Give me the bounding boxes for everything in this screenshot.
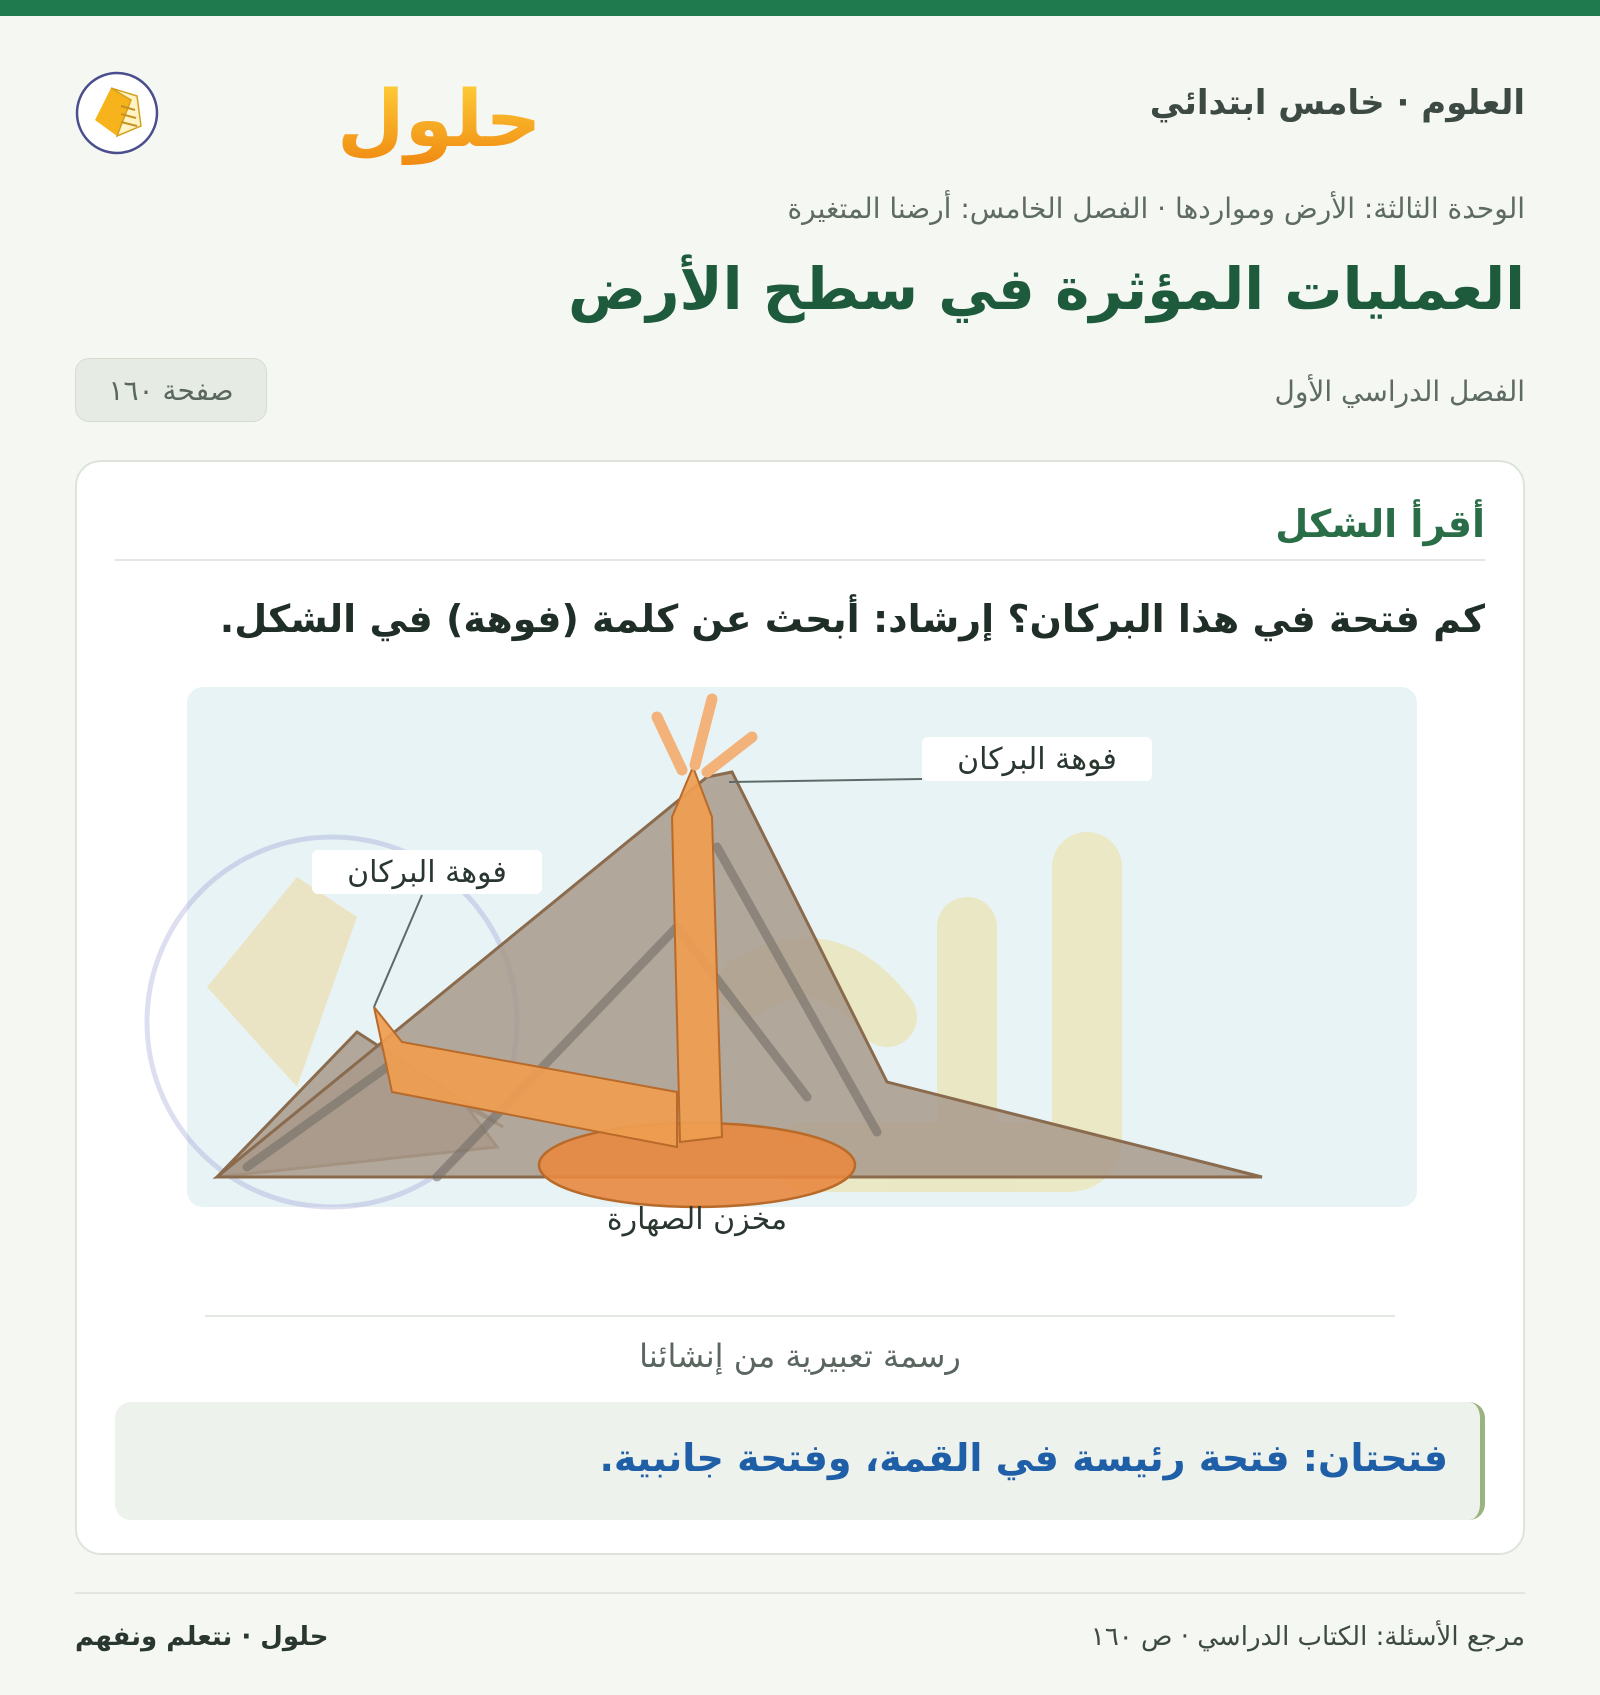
- label-side-vent: فوهة البركان: [347, 855, 507, 890]
- answer-text: فتحتان: فتحة رئيسة في القمة، وفتحة جانبية.: [599, 1436, 1448, 1480]
- page-number-badge: صفحة ١٦٠: [75, 358, 267, 422]
- term-label: الفصل الدراسي الأول: [1274, 375, 1525, 408]
- top-accent-bar: [0, 0, 1600, 16]
- subject-label: العلوم · خامس ابتدائي: [1149, 83, 1525, 123]
- volcano-diagram: [187, 687, 1417, 1247]
- label-magma-chamber: مخزن الصهارة: [606, 1202, 788, 1237]
- footer-brand: حلول · نتعلم ونفهم: [75, 1622, 329, 1652]
- label-main-vent: فوهة البركان: [957, 742, 1117, 777]
- question-text: كم فتحة في هذا البركان؟ إرشاد: أبحث عن كلمة (فوهة) في الشكل.: [219, 597, 1485, 641]
- breadcrumb: الوحدة الثالثة: الأرض ومواردها · الفصل الخامس: أرضنا المتغيرة: [787, 192, 1525, 225]
- footer-divider: [75, 1592, 1525, 1594]
- footer-reference: مرجع الأسئلة: الكتاب الدراسي · ص ١٦٠: [1090, 1622, 1525, 1652]
- card-heading: أقرأ الشكل: [1275, 502, 1485, 546]
- exercise-card: [75, 460, 1525, 1555]
- answer-box: [115, 1402, 1485, 1520]
- card-divider: [115, 559, 1485, 561]
- figure-caption: رسمة تعبيرية من إنشائنا: [639, 1337, 961, 1375]
- caption-divider: [205, 1315, 1395, 1317]
- page-title: العمليات المؤثرة في سطح الأرض: [568, 255, 1525, 323]
- hulul-logo[interactable]: [75, 48, 542, 178]
- logo-text: حلول: [337, 75, 542, 165]
- page-header: [75, 48, 1525, 178]
